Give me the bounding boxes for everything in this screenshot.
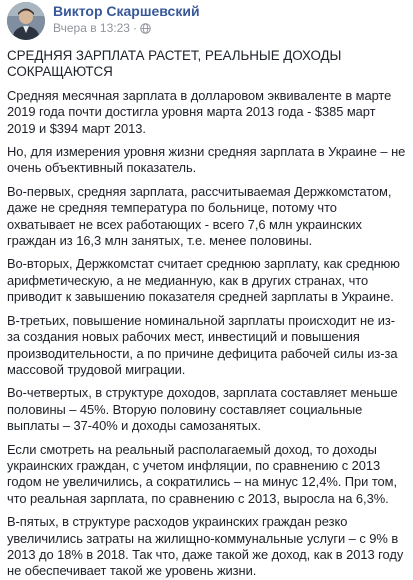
- author-name[interactable]: Виктор Скаршевский: [53, 3, 200, 19]
- post-header: [7, 0, 407, 40]
- post-paragraph: Но, для измерения уровня жизни средняя зарплата в Украине – не очень объективный показатель.: [7, 144, 406, 176]
- author-avatar[interactable]: [7, 2, 45, 40]
- post-paragraph: Во-четвертых, в структуре доходов, зарплата составляет меньше половины – 45%. Вторую половину составляет социальные выплаты – 37-40% и доходы самозанятых.: [7, 385, 398, 434]
- post-subline: [53, 21, 200, 36]
- post-meta: [53, 2, 200, 36]
- post-body: [7, 48, 407, 580]
- post-timestamp[interactable]: Вчера в 13:23: [53, 21, 130, 35]
- post-paragraph: Во-вторых, Держкомстат считает среднюю зарплату, как среднюю арифметическую, а не медианную, как в других странах, что приводит к завышению показателя средней зарплаты в Украине.: [7, 256, 400, 305]
- post-paragraph: Средняя месячная зарплата в долларовом эквиваленте в марте 2019 года почти достигла уровня марта 2013 года - $385 март 2019 и $394 март 2013.: [7, 87, 392, 136]
- post-headline: СРЕДНЯЯ ЗАРПЛАТА РАСТЕТ, РЕАЛЬНЫЕ ДОХОДЫ СОКРАЩАЮТСЯ: [7, 48, 342, 80]
- post-paragraph: Если смотреть на реальный располагаемый доход, то доходы украинских граждан, с учетом инфляции, по сравнению с 2013 годом не увеличились, а сократились – на минус 12,4%. При том, что реальная зарплата, по сравнению с 2013, выросла на 6,3%.: [7, 441, 397, 506]
- user-photo-icon: [7, 2, 45, 40]
- meta-separator: ·: [132, 21, 137, 35]
- post-paragraph: В-третьих, повышение номинальной зарплаты происходит не из-за создания новых рабочих мест, инвестиций и повышения производительности, а по причине дефицита рабочей силы из-за массовой трудовой миграции.: [7, 312, 398, 377]
- post-paragraph: Во-первых, средняя зарплата, рассчитываемая Держкомстатом, даже не средняя температура по больнице, потому что охватывает не всех работающих - всего 7,6 млн украинских граждан из 16,3 млн занятых, т.е. менее половины.: [7, 183, 392, 249]
- post-paragraph: В-пятых, в структуре расходов украинских граждан резко увеличились затраты на жилищно-коммунальные услуги – с 9% в 2013 до 18% в 2018. Так что, даже такой же доход, как в 2013 году не обеспечивает такой же уровень жизни.: [7, 514, 404, 579]
- globe-icon[interactable]: [140, 23, 151, 34]
